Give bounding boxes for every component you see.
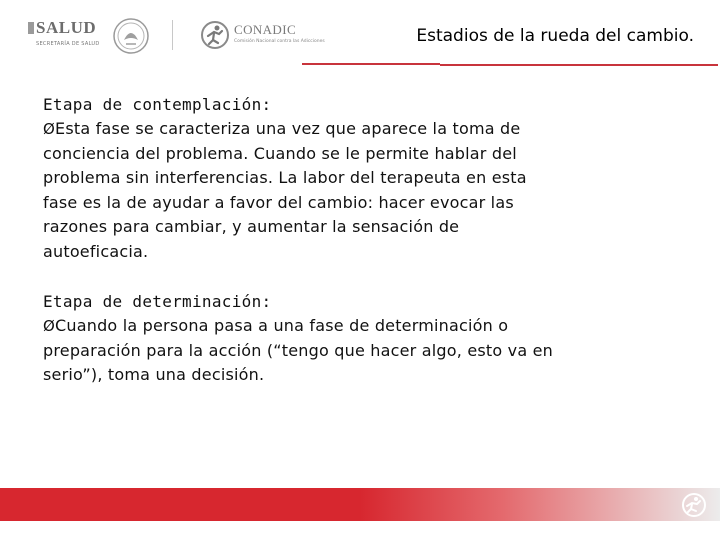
section-title-contemplacion: Etapa de contemplación: [43, 95, 272, 114]
conadic-logo [200, 20, 330, 52]
conadic-logo-subtext: Comisión Nacional contra las Adicciones [234, 39, 325, 44]
paragraph-line: Esta fase se caracteriza una vez que aparece la toma de [55, 119, 521, 138]
bullet-paragraph-determinacion [43, 314, 693, 388]
paragraph-line: preparación para la acción (“tengo que hacer algo, esto va en [43, 340, 553, 360]
paragraph-line: Cuando la persona pasa a una fase de determinación o [55, 316, 509, 335]
footer-gradient [360, 488, 720, 521]
paragraph-line: autoeficacia. [43, 241, 149, 261]
slide-content [43, 93, 693, 388]
salud-logo-subtext: SECRETARÍA DE SALUD [36, 41, 100, 47]
slide-title: Estadios de la rueda del cambio. [416, 26, 694, 46]
arrow-bullet-icon: Ø [43, 120, 56, 138]
bullet-paragraph-contemplacion [43, 117, 693, 264]
salud-logo [28, 18, 110, 54]
section-spacer [43, 264, 693, 290]
conadic-footer-icon [676, 490, 712, 520]
conadic-logo-text: CONADIC [234, 22, 297, 37]
paragraph-line: razones para cambiar, y aumentar la sensación de [43, 217, 460, 236]
mexico-seal-icon [112, 16, 150, 56]
slide-header [0, 0, 720, 70]
footer-strip [0, 521, 720, 540]
salud-logo-mark [28, 22, 34, 34]
title-underline-right [440, 64, 718, 66]
conadic-figure-icon [200, 20, 230, 50]
paragraph-line: serio”), toma una decisión. [43, 365, 265, 384]
header-divider [172, 20, 173, 50]
title-underline-left [302, 63, 440, 65]
paragraph-line: conciencia del problema. Cuando se le permite hablar del [43, 143, 517, 163]
section-title-determinacion: Etapa de determinación: [43, 292, 272, 311]
paragraph-line: fase es la de ayudar a favor del cambio: hacer evocar las [43, 192, 514, 212]
arrow-bullet-icon: Ø [43, 317, 56, 335]
paragraph-line: problema sin interferencias. La labor del terapeuta en esta [43, 168, 527, 187]
salud-logo-text: SALUD [36, 18, 97, 37]
